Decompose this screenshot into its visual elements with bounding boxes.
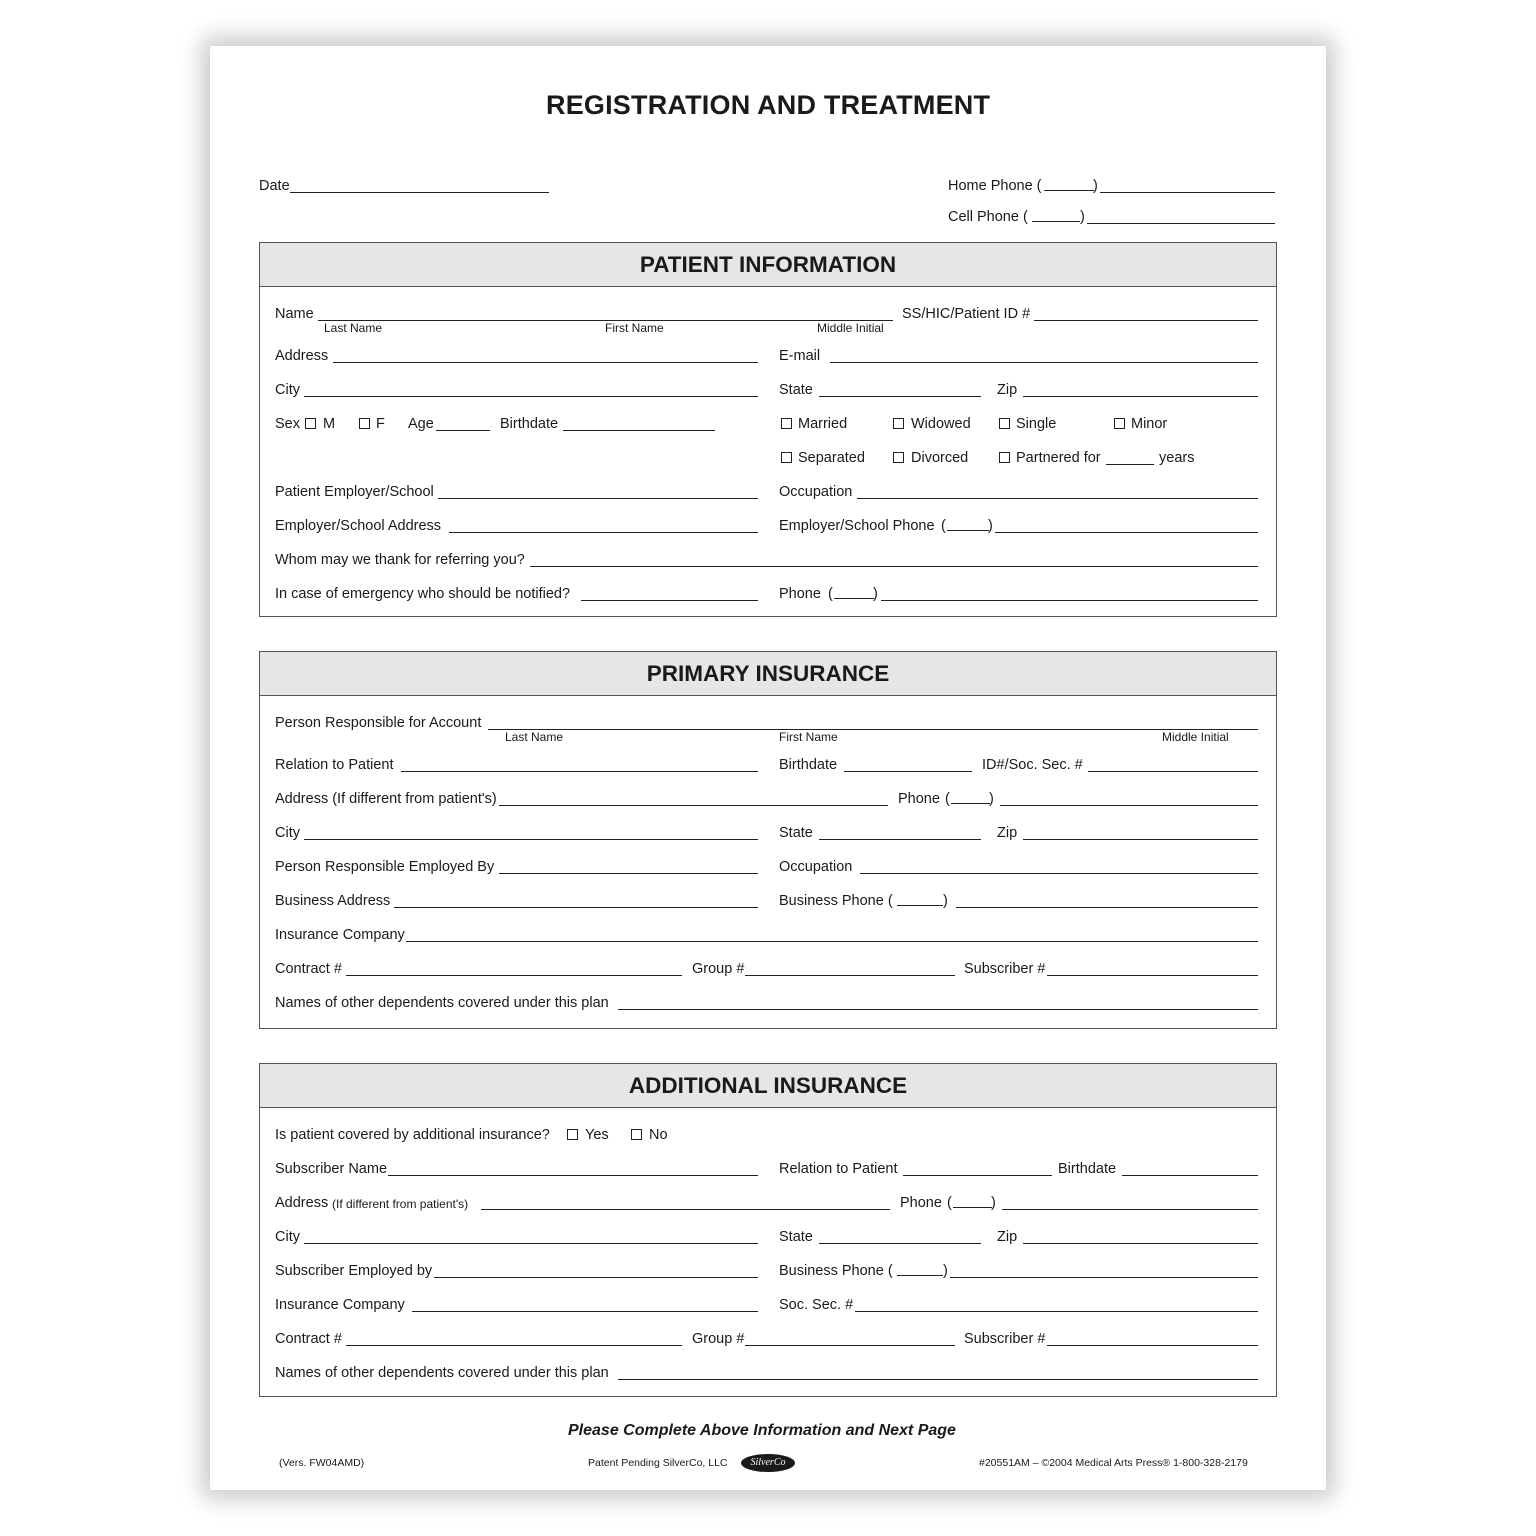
- covered-no-checkbox[interactable]: [631, 1129, 642, 1140]
- employer-phone-area-field[interactable]: [947, 530, 989, 531]
- divorced-checkbox[interactable]: [893, 452, 904, 463]
- sex-m-checkbox[interactable]: [305, 418, 316, 429]
- primary-insurance-company-field[interactable]: [406, 941, 1258, 942]
- cell-phone-area-field[interactable]: [1032, 221, 1080, 222]
- primary-phone-label: Phone: [898, 791, 940, 807]
- home-phone-paren: ): [1093, 178, 1098, 194]
- patient-information-heading: PATIENT INFORMATION: [260, 243, 1276, 287]
- primary-contract-label: Contract #: [275, 961, 342, 977]
- birthdate-label: Birthdate: [500, 416, 559, 432]
- emergency-phone-open-paren: (: [828, 586, 833, 602]
- city-label: City: [275, 382, 300, 398]
- primary-state-label: State: [779, 825, 813, 841]
- emergency-phone-label: Phone: [779, 586, 821, 602]
- home-phone-area-field[interactable]: [1044, 190, 1094, 191]
- partnered-for-label: Partnered for: [1016, 450, 1101, 466]
- email-label: E-mail: [779, 348, 821, 364]
- additional-phone-field[interactable]: [1002, 1209, 1258, 1210]
- emergency-phone-field[interactable]: [881, 600, 1258, 601]
- primary-employed-by-label: Person Responsible Employed By: [275, 859, 495, 875]
- additional-business-phone-field[interactable]: [950, 1277, 1258, 1278]
- cell-phone-field[interactable]: [1087, 223, 1275, 224]
- employer-phone-open-paren: (: [941, 518, 946, 534]
- primary-dependents-label: Names of other dependents covered under this plan: [275, 995, 609, 1011]
- responsible-label: Person Responsible for Account: [275, 715, 482, 731]
- zip-field[interactable]: [1023, 396, 1258, 397]
- primary-occupation-label: Occupation: [779, 859, 853, 875]
- primary-group-field[interactable]: [745, 975, 955, 976]
- additional-address-label: Address: [275, 1195, 329, 1211]
- married-checkbox[interactable]: [781, 418, 792, 429]
- primary-insurance-company-label: Insurance Company: [275, 927, 405, 943]
- partnered-years-field[interactable]: [1106, 464, 1154, 465]
- employer-phone-field[interactable]: [995, 532, 1258, 533]
- emergency-field[interactable]: [581, 600, 758, 601]
- additional-subscriber-label: Subscriber #: [964, 1331, 1046, 1347]
- date-label: Date: [259, 178, 290, 194]
- minor-checkbox[interactable]: [1114, 418, 1125, 429]
- primary-business-phone-area-field[interactable]: [897, 905, 943, 906]
- employer-school-field[interactable]: [438, 498, 758, 499]
- last-name-caption: Last Name: [324, 321, 383, 335]
- primary-address-field[interactable]: [499, 805, 888, 806]
- additional-relation-label: Relation to Patient: [779, 1161, 898, 1177]
- additional-dependents-field[interactable]: [618, 1379, 1258, 1380]
- additional-city-field[interactable]: [304, 1243, 758, 1244]
- responsible-last-name-caption: Last Name: [505, 730, 564, 744]
- additional-relation-field[interactable]: [903, 1175, 1052, 1176]
- additional-group-label: Group #: [692, 1331, 745, 1347]
- referral-label: Whom may we thank for referring you?: [275, 552, 525, 568]
- city-field[interactable]: [304, 396, 758, 397]
- silverco-logo: SilverCo: [741, 1454, 795, 1472]
- age-field[interactable]: [436, 430, 490, 431]
- minor-label: Minor: [1131, 416, 1168, 432]
- subscriber-employed-by-field[interactable]: [434, 1277, 758, 1278]
- primary-insurance-heading: PRIMARY INSURANCE: [260, 652, 1276, 696]
- additional-birthdate-field[interactable]: [1122, 1175, 1258, 1176]
- primary-phone-paren: ): [989, 791, 994, 807]
- responsible-field[interactable]: [488, 729, 1258, 730]
- middle-initial-caption: Middle Initial: [817, 321, 884, 335]
- additional-insurance-company-label: Insurance Company: [275, 1297, 405, 1313]
- employer-address-field[interactable]: [449, 532, 758, 533]
- occupation-label: Occupation: [779, 484, 853, 500]
- primary-occupation-field[interactable]: [860, 873, 1258, 874]
- widowed-label: Widowed: [911, 416, 971, 432]
- additional-insurance-company-field[interactable]: [412, 1311, 758, 1312]
- emergency-phone-area-field[interactable]: [834, 598, 874, 599]
- primary-birthdate-label: Birthdate: [779, 757, 838, 773]
- relation-field[interactable]: [401, 771, 758, 772]
- sex-f-label: F: [376, 416, 385, 432]
- id-ssn-field[interactable]: [1088, 771, 1258, 772]
- subscriber-name-label: Subscriber Name: [275, 1161, 388, 1177]
- sex-label: Sex: [275, 416, 300, 432]
- state-label: State: [779, 382, 813, 398]
- birthdate-field[interactable]: [563, 430, 715, 431]
- covered-yes-checkbox[interactable]: [567, 1129, 578, 1140]
- separated-checkbox[interactable]: [781, 452, 792, 463]
- single-label: Single: [1016, 416, 1057, 432]
- email-field[interactable]: [830, 362, 1258, 363]
- footer-patent: Patent Pending SilverCo, LLC: [588, 1457, 728, 1469]
- emergency-phone-paren: ): [873, 586, 878, 602]
- employer-school-label: Patient Employer/School: [275, 484, 434, 500]
- primary-business-phone-field[interactable]: [956, 907, 1258, 908]
- responsible-middle-initial-caption: Middle Initial: [1162, 730, 1229, 744]
- responsible-first-name-caption: First Name: [779, 730, 838, 744]
- primary-phone-open-paren: (: [945, 791, 950, 807]
- primary-business-phone-paren: ): [943, 893, 948, 909]
- footer-version: (Vers. FW04AMD): [279, 1457, 365, 1469]
- occupation-field[interactable]: [857, 498, 1258, 499]
- referral-field[interactable]: [530, 566, 1258, 567]
- footer-publisher: #20551AM – ©2004 Medical Arts Press® 1-800-328-2179: [979, 1457, 1248, 1469]
- subscriber-name-field[interactable]: [388, 1175, 758, 1176]
- address-field[interactable]: [333, 362, 758, 363]
- primary-subscriber-label: Subscriber #: [964, 961, 1046, 977]
- primary-business-phone-label: Business Phone (: [779, 893, 893, 909]
- subscriber-employed-by-label: Subscriber Employed by: [275, 1263, 433, 1279]
- sex-m-label: M: [323, 416, 336, 432]
- patient-id-label: SS/HIC/Patient ID #: [902, 306, 1031, 322]
- additional-phone-open-paren: (: [947, 1195, 952, 1211]
- additional-state-label: State: [779, 1229, 813, 1245]
- id-ssn-label: ID#/Soc. Sec. #: [982, 757, 1083, 773]
- additional-phone-paren: ): [991, 1195, 996, 1211]
- home-phone-field[interactable]: [1100, 192, 1275, 193]
- additional-contract-label: Contract #: [275, 1331, 342, 1347]
- additional-phone-label: Phone: [900, 1195, 942, 1211]
- zip-label: Zip: [997, 382, 1018, 398]
- date-field[interactable]: [290, 192, 549, 193]
- form-title: REGISTRATION AND TREATMENT: [546, 90, 991, 120]
- primary-phone-area-field[interactable]: [951, 803, 990, 804]
- partnered-checkbox[interactable]: [999, 452, 1010, 463]
- additional-state-field[interactable]: [819, 1243, 981, 1244]
- additional-subscriber-field[interactable]: [1047, 1345, 1258, 1346]
- additional-contract-field[interactable]: [346, 1345, 682, 1346]
- cell-phone-paren: ): [1080, 209, 1085, 225]
- sex-f-checkbox[interactable]: [359, 418, 370, 429]
- age-label: Age: [408, 416, 434, 432]
- home-phone-label: Home Phone (: [948, 178, 1042, 194]
- primary-insurance-section: [259, 651, 1277, 1029]
- emergency-label: In case of emergency who should be notified?: [275, 586, 571, 602]
- primary-birthdate-field[interactable]: [844, 771, 972, 772]
- additional-insurance-section: [259, 1063, 1277, 1397]
- additional-birthdate-label: Birthdate: [1058, 1161, 1117, 1177]
- primary-city-field[interactable]: [304, 839, 758, 840]
- additional-insurance-heading: ADDITIONAL INSURANCE: [260, 1064, 1276, 1108]
- primary-address-label: Address (If different from patient's): [275, 791, 497, 807]
- business-address-field[interactable]: [394, 907, 758, 908]
- additional-city-label: City: [275, 1229, 300, 1245]
- widowed-checkbox[interactable]: [893, 418, 904, 429]
- relation-label: Relation to Patient: [275, 757, 394, 773]
- divorced-label: Divorced: [911, 450, 969, 466]
- primary-zip-field[interactable]: [1023, 839, 1258, 840]
- primary-group-label: Group #: [692, 961, 745, 977]
- additional-business-phone-label: Business Phone (: [779, 1263, 893, 1279]
- footer-instruction: Please Complete Above Information and Next Page: [568, 1422, 956, 1439]
- additional-dependents-label: Names of other dependents covered under this plan: [275, 1365, 609, 1381]
- additional-business-phone-paren: ): [943, 1263, 948, 1279]
- soc-sec-field[interactable]: [855, 1311, 1258, 1312]
- additional-group-field[interactable]: [745, 1345, 955, 1346]
- primary-subscriber-field[interactable]: [1047, 975, 1258, 976]
- additional-zip-label: Zip: [997, 1229, 1018, 1245]
- additional-zip-field[interactable]: [1023, 1243, 1258, 1244]
- years-label: years: [1159, 450, 1195, 466]
- primary-state-field[interactable]: [819, 839, 981, 840]
- employer-phone-label: Employer/School Phone: [779, 518, 935, 534]
- primary-dependents-field[interactable]: [618, 1009, 1258, 1010]
- employer-address-label: Employer/School Address: [275, 518, 442, 534]
- employer-phone-paren: ): [988, 518, 993, 534]
- married-label: Married: [798, 416, 848, 432]
- primary-contract-field[interactable]: [346, 975, 682, 976]
- additional-address-field[interactable]: [481, 1209, 890, 1210]
- primary-phone-field[interactable]: [1000, 805, 1258, 806]
- primary-employed-by-field[interactable]: [499, 873, 758, 874]
- additional-phone-area-field[interactable]: [953, 1207, 992, 1208]
- cell-phone-label: Cell Phone (: [948, 209, 1028, 225]
- separated-label: Separated: [798, 450, 865, 466]
- additional-address-note: (If different from patient's): [332, 1197, 469, 1211]
- business-address-label: Business Address: [275, 893, 391, 909]
- covered-no-label: No: [649, 1127, 668, 1143]
- address-label: Address: [275, 348, 329, 364]
- additional-business-phone-area-field[interactable]: [897, 1275, 943, 1276]
- primary-city-label: City: [275, 825, 300, 841]
- primary-zip-label: Zip: [997, 825, 1018, 841]
- soc-sec-label: Soc. Sec. #: [779, 1297, 854, 1313]
- name-label: Name: [275, 306, 314, 322]
- covered-question-label: Is patient covered by additional insurance?: [275, 1127, 550, 1143]
- state-field[interactable]: [819, 396, 981, 397]
- patient-id-field[interactable]: [1034, 320, 1258, 321]
- covered-yes-label: Yes: [585, 1127, 609, 1143]
- single-checkbox[interactable]: [999, 418, 1010, 429]
- first-name-caption: First Name: [605, 321, 664, 335]
